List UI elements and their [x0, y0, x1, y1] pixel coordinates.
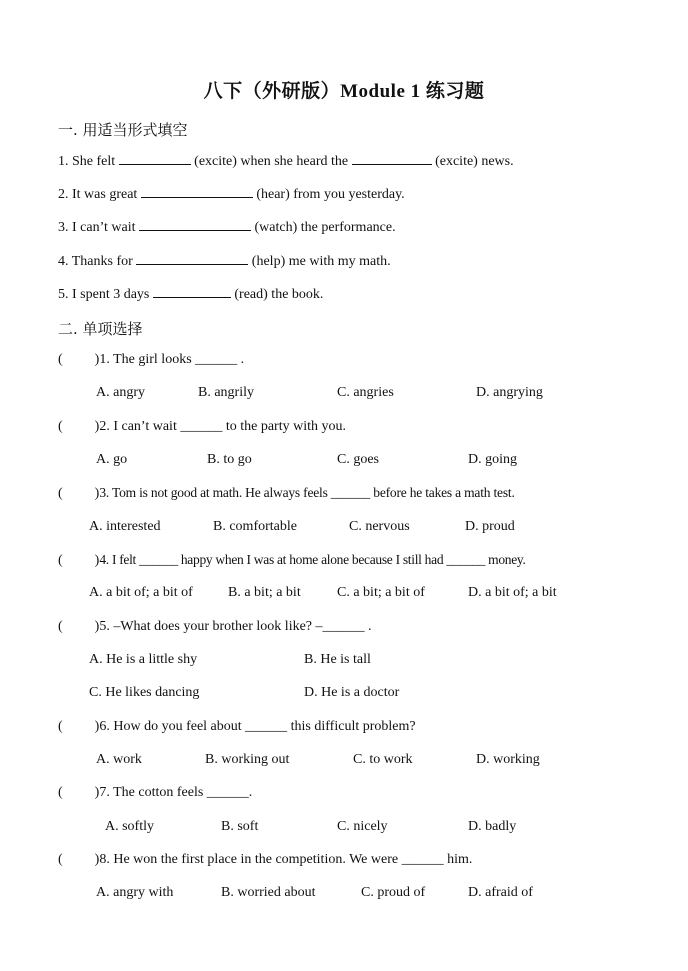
- answer-blank[interactable]: [139, 218, 251, 231]
- answer-blank[interactable]: [119, 152, 191, 165]
- question-5: [58, 619, 372, 635]
- item-text: (hear) from you yesterday.: [252, 187, 405, 202]
- option-c: C. a bit; a bit of: [337, 585, 425, 600]
- answer-paren-open[interactable]: (: [58, 785, 63, 800]
- item-text: (excite) when she heard the: [190, 154, 352, 169]
- option-a: A. angry: [96, 385, 145, 400]
- fill-blank-item-4: [58, 252, 391, 270]
- question-stem: 1. The girl looks ______ .: [99, 352, 245, 367]
- answer-paren-close: ): [94, 719, 100, 734]
- option-b: B. soft: [221, 819, 259, 834]
- fill-blank-item-1: [58, 152, 514, 170]
- option-a: A. a bit of; a bit of: [89, 585, 193, 600]
- answer-paren-open[interactable]: (: [58, 553, 63, 568]
- answer-paren-close: ): [94, 486, 100, 501]
- option-d: D. proud: [465, 519, 515, 534]
- option-b: B. to go: [207, 452, 252, 467]
- option-c: C. nervous: [349, 519, 410, 534]
- option-a: A. go: [96, 452, 128, 467]
- answer-paren-open[interactable]: (: [58, 486, 63, 501]
- option-b: B. He is tall: [304, 652, 371, 667]
- option-c: C. to work: [353, 752, 413, 767]
- fill-blank-item-5: [58, 285, 323, 303]
- option-d: D. a bit of; a bit: [468, 585, 557, 600]
- question-stem: 2. I can’t wait ______ to the party with you.: [99, 419, 346, 434]
- option-b: B. a bit; a bit: [228, 585, 301, 600]
- option-c: C. He likes dancing: [89, 685, 200, 700]
- option-c: C. angries: [337, 385, 394, 400]
- question-stem: 5. –What does your brother look like? –______ .: [99, 619, 372, 634]
- answer-paren-close: ): [94, 619, 100, 634]
- item-text: (watch) the performance.: [251, 220, 396, 235]
- option-b: B. working out: [205, 752, 290, 767]
- option-d: D. going: [468, 452, 517, 467]
- answer-paren-close: ): [94, 352, 100, 367]
- item-text: (read) the book.: [230, 287, 324, 302]
- option-c: C. nicely: [337, 819, 388, 834]
- answer-paren-close: ): [94, 852, 100, 867]
- answer-blank[interactable]: [141, 185, 253, 198]
- item-text: 4. Thanks for: [58, 254, 137, 269]
- question-stem: 8. He won the first place in the competition. We were ______ him.: [99, 852, 473, 867]
- question-2: [58, 419, 346, 435]
- page-title: 八下（外研版）Module 1 练习题: [203, 81, 485, 102]
- option-d: D. badly: [468, 819, 517, 834]
- answer-blank[interactable]: [136, 252, 248, 265]
- section-heading-multiple-choice: 二. 单项选择: [58, 320, 143, 338]
- answer-paren-open[interactable]: (: [58, 352, 63, 367]
- fill-blank-item-3: [58, 218, 396, 236]
- item-text: 1. She felt: [58, 154, 119, 169]
- option-a: A. softly: [105, 819, 154, 834]
- section-heading-fill-blank: 一. 用适当形式填空: [58, 121, 188, 139]
- question-1: [58, 352, 244, 368]
- answer-paren-open[interactable]: (: [58, 852, 63, 867]
- option-d: D. He is a doctor: [304, 685, 400, 700]
- answer-paren-close: ): [94, 553, 100, 568]
- option-a: A. He is a little shy: [89, 652, 198, 667]
- answer-paren-open[interactable]: (: [58, 419, 63, 434]
- answer-blank[interactable]: [153, 285, 231, 298]
- item-text: 5. I spent 3 days: [58, 287, 153, 302]
- option-c: C. proud of: [361, 885, 426, 900]
- option-a: A. work: [96, 752, 142, 767]
- option-c: C. goes: [337, 452, 379, 467]
- question-3: [58, 485, 515, 502]
- option-d: D. working: [476, 752, 540, 767]
- item-text: (excite) news.: [431, 154, 514, 169]
- fill-blank-item-2: [58, 185, 405, 203]
- question-stem: 7. The cotton feels ______.: [99, 785, 253, 800]
- answer-paren-close: ): [94, 419, 100, 434]
- question-stem: 4. I felt ______ happy when I was at home alone because I still had ______ money.: [99, 552, 526, 567]
- question-stem: 6. How do you feel about ______ this difficult problem?: [99, 719, 416, 734]
- answer-paren-close: ): [94, 785, 100, 800]
- answer-paren-open[interactable]: (: [58, 619, 63, 634]
- option-b: B. worried about: [221, 885, 316, 900]
- item-text: 3. I can’t wait: [58, 220, 139, 235]
- answer-paren-open[interactable]: (: [58, 719, 63, 734]
- question-6: [58, 719, 416, 735]
- item-text: 2. It was great: [58, 187, 141, 202]
- option-a: A. angry with: [96, 885, 174, 900]
- option-b: B. comfortable: [213, 519, 297, 534]
- item-text: (help) me with my math.: [248, 254, 391, 269]
- answer-blank[interactable]: [352, 152, 432, 165]
- option-d: D. afraid of: [468, 885, 533, 900]
- question-7: [58, 785, 252, 801]
- question-4: [58, 552, 526, 569]
- option-b: B. angrily: [198, 385, 254, 400]
- option-a: A. interested: [89, 519, 161, 534]
- option-d: D. angrying: [476, 385, 543, 400]
- question-stem: 3. Tom is not good at math. He always feels ______ before he takes a math test.: [99, 485, 515, 500]
- question-8: [58, 852, 472, 868]
